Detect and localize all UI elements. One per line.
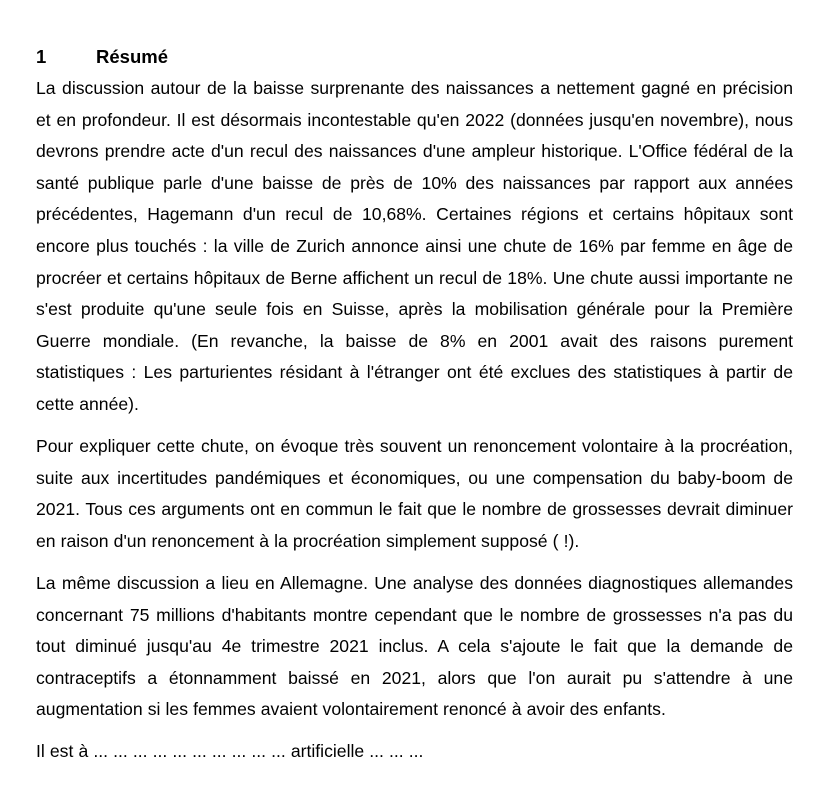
paragraph-1: La discussion autour de la baisse surprenante des naissances a nettement gagné en précision et en profondeur. Il est désormais incontestable qu'en 2022 (données jusqu'en novembre), nous devrons prendre acte d'un recul des naissances d'une ampleur historique. L'Office fédéral de la santé publique parle d'une baisse de près de 10% des naissances par rapport aux années précédentes, Hagemann d'un recul de 10,68%. Certaines régions et certains hôpitaux sont encore plus touchés : la ville de Zurich annonce ainsi une chute de 16% par femme en âge de procréer et certains hôpitaux de Berne affichent un recul de 18%. Une chute aussi importante ne s'est produite qu'une seule fois en Suisse, après la mobilisation générale pour la Première Guerre mondiale. (En revanche, la baisse de 8% en 2001 avait des raisons purement statistiques : Les parturientes résidant à l'étranger ont été exclues des statistiques à partir de cette année).: [36, 78, 793, 414]
paragraph-4-clipped: Il est à ... ... ... ... ... ... ... ... ... ... artificielle ... ... ...: [36, 741, 424, 762]
section-heading: [36, 44, 793, 70]
paragraph-2: Pour expliquer cette chute, on évoque très souvent un renoncement volontaire à la procréation, suite aux incertitudes pandémiques et économiques, ou une compensation du baby-boom de 2021. Tous ces arguments ont en commun le fait que le nombre de grossesses devrait diminuer en raison d'un renoncement à la procréation simplement supposé ( !).: [36, 436, 793, 551]
paragraph-3: La même discussion a lieu en Allemagne. Une analyse des données diagnostiques allemandes concernant 75 millions d'habitants montre cependant que le nombre de grossesses n'a pas du tout diminué jusqu'au 4e trimestre 2021 inclus. A cela s'ajoute le fait que la demande de contraceptifs a étonnamment baissé en 2021, alors que l'on aurait pu s'attendre à une augmentation si les femmes avaient volontairement renoncé à avoir des enfants.: [36, 572, 793, 720]
section-number: 1: [36, 46, 47, 67]
document-page: [36, 44, 793, 768]
section-title: Résumé: [96, 46, 168, 67]
